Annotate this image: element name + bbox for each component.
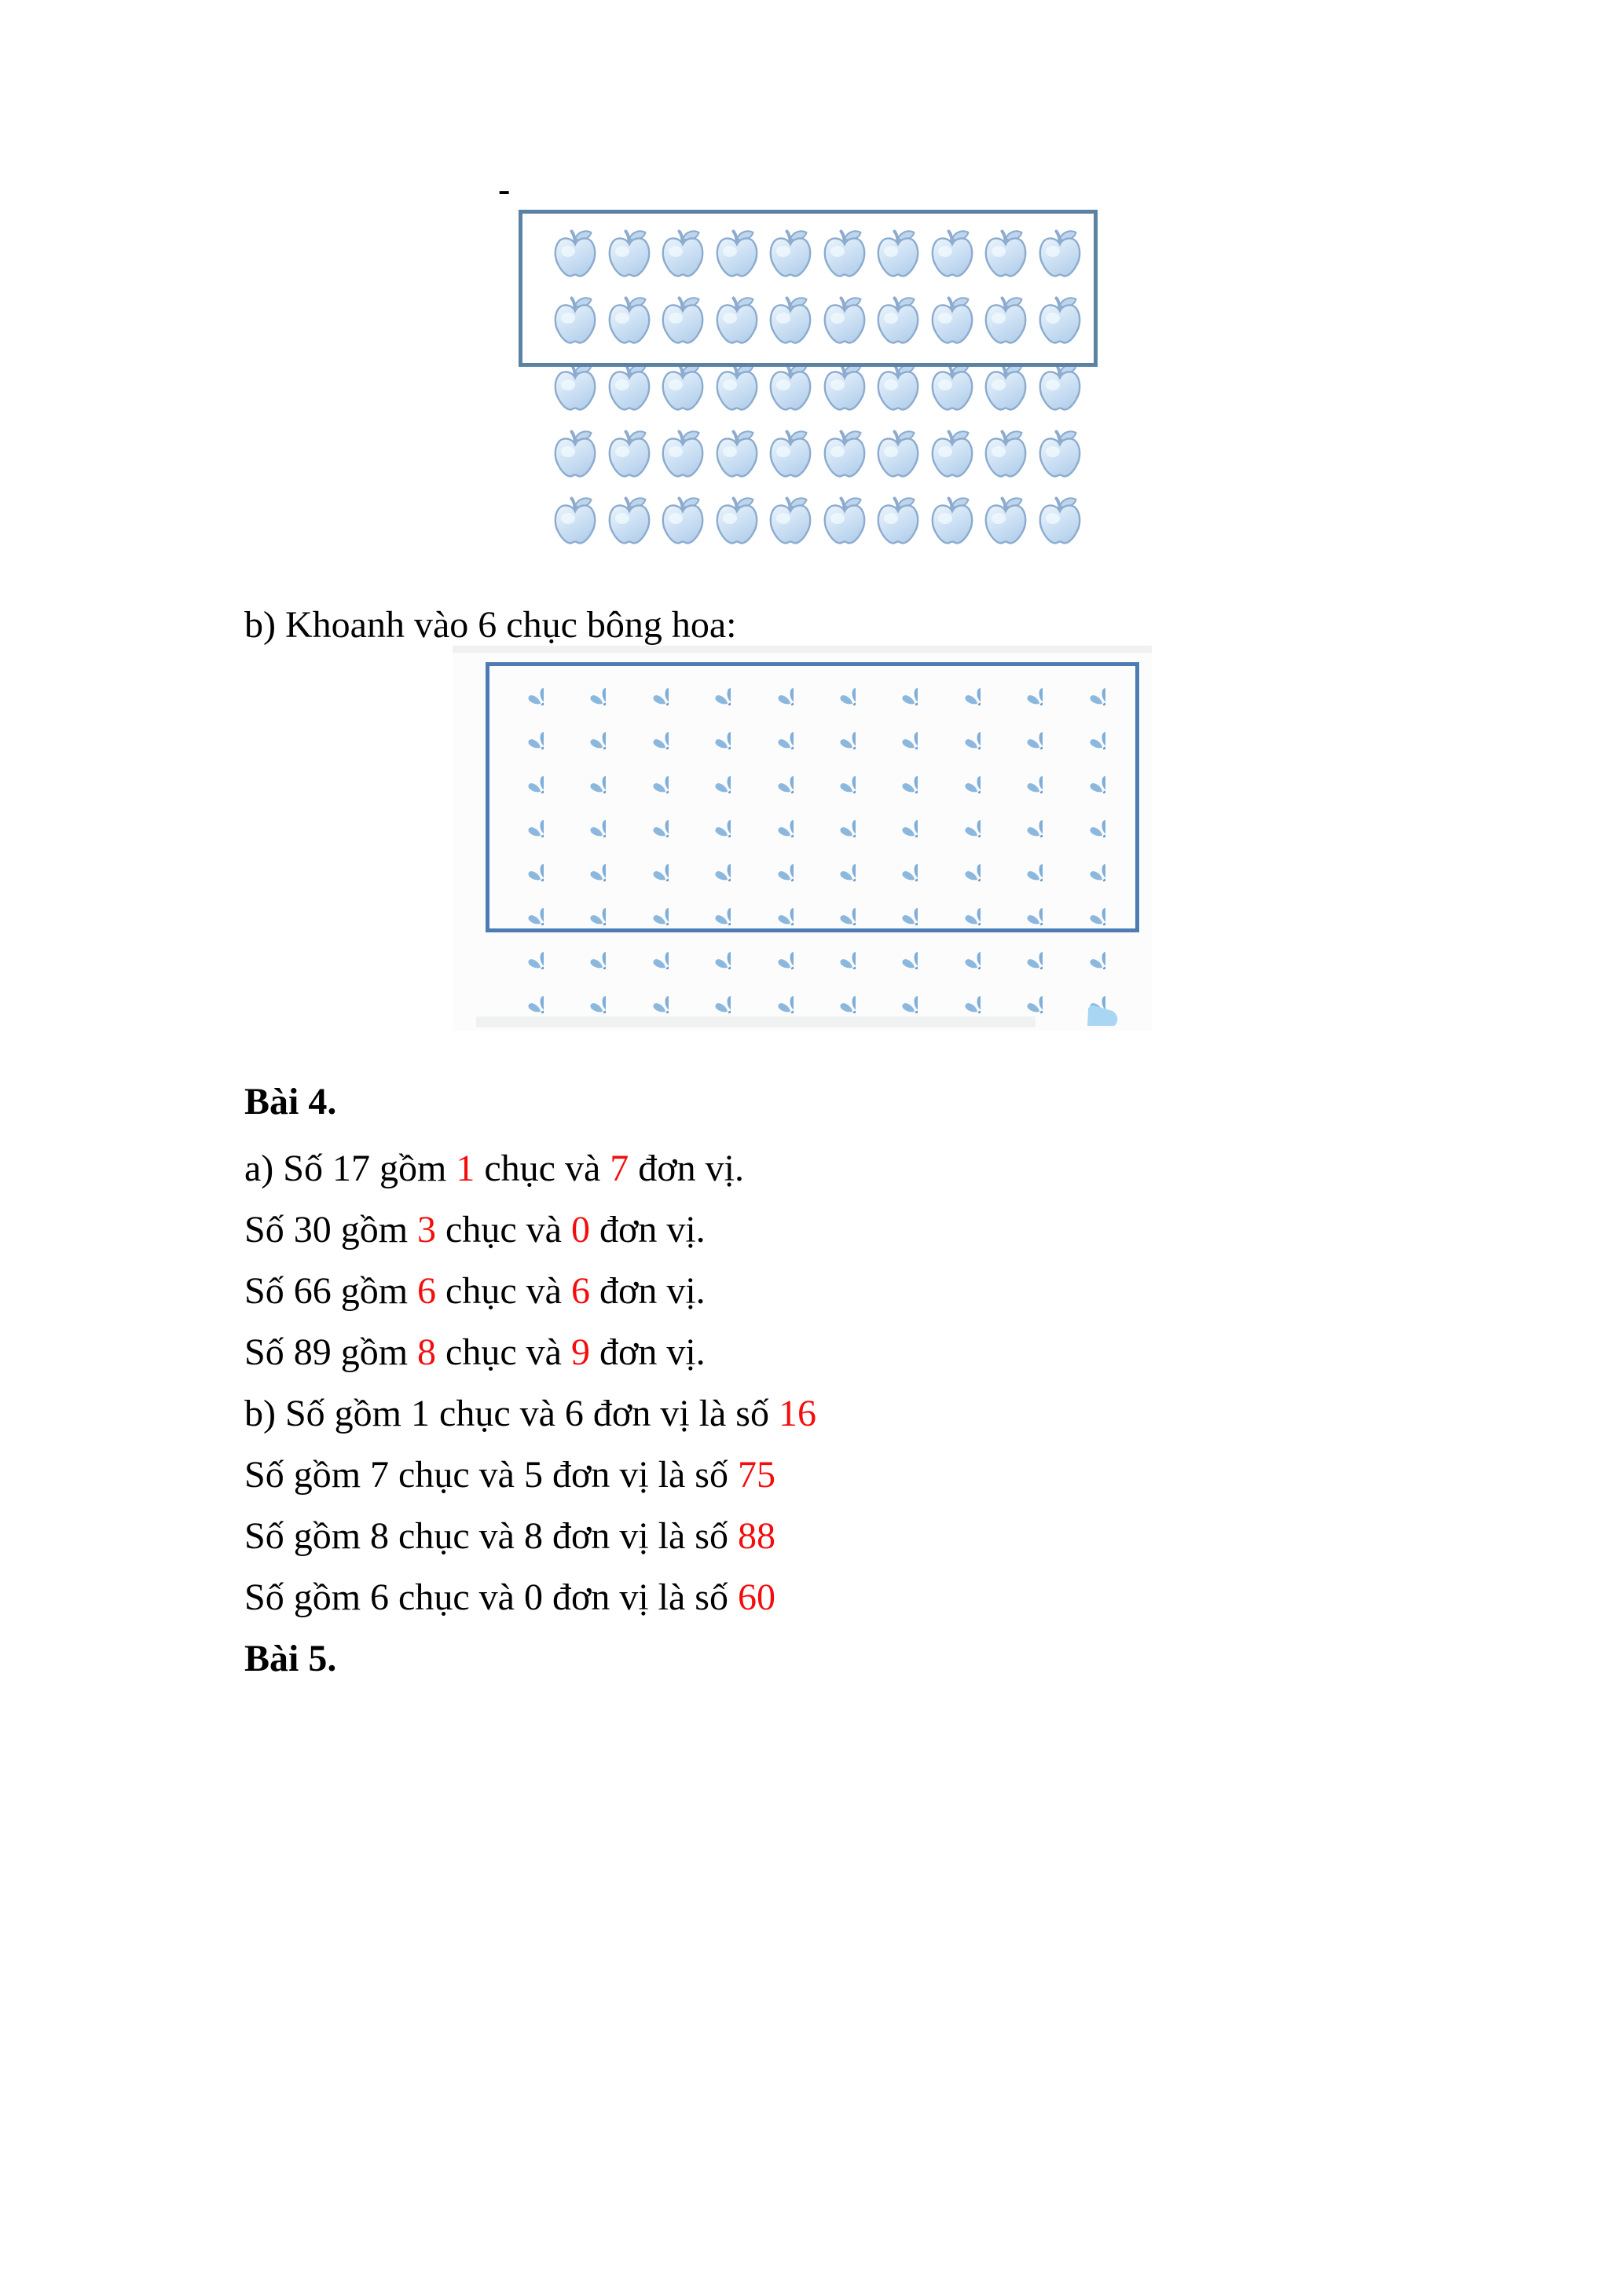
line-text: đơn vị. <box>589 1331 706 1373</box>
answer-number: 7 <box>610 1148 629 1189</box>
flower-icon <box>756 972 794 1013</box>
apple-icon <box>606 361 653 413</box>
apple-icon <box>982 495 1029 547</box>
line-text: chục và <box>436 1209 571 1251</box>
apple-icon <box>982 428 1029 480</box>
answer-number: 8 <box>417 1331 437 1373</box>
line-text: Số 89 gồm <box>244 1331 418 1373</box>
apple-icon <box>713 361 761 413</box>
answer-number: 60 <box>737 1576 775 1618</box>
apple-icon <box>659 428 706 480</box>
image-edge-artifact-top <box>453 646 1152 653</box>
answer-number: 75 <box>737 1454 775 1496</box>
exercise4-line <box>244 1513 775 1560</box>
line-text: Số gồm 8 chục và 8 đơn vị là số <box>244 1515 738 1557</box>
flower-icon <box>1068 928 1105 969</box>
answer-number: 1 <box>456 1148 475 1189</box>
apple-icon <box>874 428 922 480</box>
apple-icon <box>821 428 868 480</box>
flower-icon <box>568 928 606 969</box>
line-text: Số 66 gồm <box>244 1270 418 1312</box>
exercise4-line <box>244 1574 775 1621</box>
flower-selection-box <box>486 662 1139 932</box>
flower-icon <box>943 972 981 1013</box>
dash-mark: - <box>498 169 511 209</box>
flower-icon <box>631 928 669 969</box>
line-text: chục và <box>436 1331 571 1373</box>
flower-icon <box>693 972 731 1013</box>
exercise4-line <box>244 1390 816 1437</box>
answer-number: 0 <box>570 1209 590 1251</box>
answer-number: 6 <box>417 1270 437 1312</box>
answer-number: 3 <box>417 1209 437 1251</box>
apple-icon <box>1036 495 1083 547</box>
apple-icon <box>1036 361 1083 413</box>
apple-icon <box>659 361 706 413</box>
line-text: chục và <box>436 1270 571 1312</box>
question-b-label: b) Khoanh vào 6 chục bông hoa: <box>244 604 737 646</box>
exercise4-line <box>244 1268 706 1315</box>
line-text: đơn vị. <box>589 1270 706 1312</box>
apple-icon <box>874 361 922 413</box>
apple-icon <box>1036 428 1083 480</box>
line-text: đơn vị. <box>589 1209 706 1251</box>
exercise4-line <box>244 1329 706 1376</box>
apple-icon <box>606 495 653 547</box>
apple-icon <box>821 361 868 413</box>
flower-icon <box>943 928 981 969</box>
exercise4-line <box>244 1207 706 1254</box>
flower-icon <box>568 972 606 1013</box>
apple-icon <box>874 495 922 547</box>
apple-icon <box>767 428 814 480</box>
answer-number: 88 <box>737 1515 775 1557</box>
apple-icon <box>821 495 868 547</box>
answer-number: 6 <box>570 1270 590 1312</box>
flower-icon <box>818 972 856 1013</box>
apple-icon <box>713 428 761 480</box>
answer-number: 16 <box>778 1393 816 1434</box>
apple-selection-box <box>519 210 1098 367</box>
cursor-artifact <box>1084 1004 1122 1027</box>
flower-icon <box>756 928 794 969</box>
flower-icon <box>880 928 918 969</box>
apple-icon <box>552 495 599 547</box>
apple-icon <box>767 361 814 413</box>
flower-icon <box>818 928 856 969</box>
exercise4-line <box>244 1452 775 1499</box>
flower-icon <box>506 972 544 1013</box>
exercise5-title: Bài 5. <box>244 1638 337 1679</box>
apple-icon <box>929 428 976 480</box>
apple-icon <box>552 361 599 413</box>
flower-icon <box>631 972 669 1013</box>
line-text: chục và <box>475 1148 610 1189</box>
line-text: đơn vị. <box>629 1148 744 1189</box>
flower-icon <box>1005 928 1043 969</box>
line-text: Số gồm 7 chục và 5 đơn vị là số <box>244 1454 738 1496</box>
apple-icon <box>982 361 1029 413</box>
line-text: Số gồm 6 chục và 0 đơn vị là số <box>244 1576 738 1618</box>
flower-icon <box>506 928 544 969</box>
line-text: a) Số 17 gồm <box>244 1148 456 1189</box>
apple-icon <box>713 495 761 547</box>
exercise4-line <box>244 1145 744 1192</box>
answer-number: 9 <box>570 1331 590 1373</box>
flower-icon <box>880 972 918 1013</box>
exercise4-title: Bài 4. <box>244 1081 337 1122</box>
apple-icon <box>552 428 599 480</box>
flower-icon <box>693 928 731 969</box>
flower-icon <box>1005 972 1043 1013</box>
apple-icon <box>767 495 814 547</box>
line-text: Số 30 gồm <box>244 1209 418 1251</box>
apple-icon <box>606 428 653 480</box>
line-text: b) Số gồm 1 chục và 6 đơn vị là số <box>244 1393 779 1434</box>
image-edge-artifact-bottom <box>476 1016 1036 1027</box>
apple-icon <box>659 495 706 547</box>
apple-icon <box>929 361 976 413</box>
apple-icon <box>929 495 976 547</box>
